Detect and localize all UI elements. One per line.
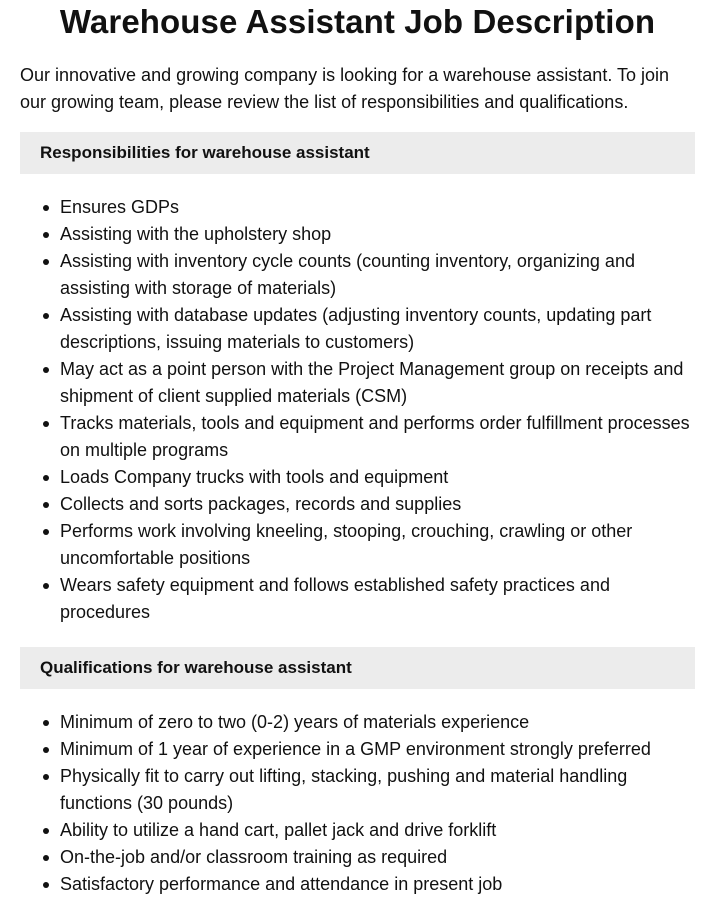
list-item: Ensures GDPs [60, 194, 695, 221]
list-item: Assisting with inventory cycle counts (counting inventory, organizing and assisting with storage of materials) [60, 248, 695, 302]
list-item: Performs work involving kneeling, stooping, crouching, crawling or other uncomfortable positions [60, 518, 695, 572]
list-item: Ability to utilize a hand cart, pallet jack and drive forklift [60, 817, 695, 844]
qualifications-heading: Qualifications for warehouse assistant [20, 647, 695, 689]
list-item: Collects and sorts packages, records and supplies [60, 491, 695, 518]
list-item: On-the-job and/or classroom training as required [60, 844, 695, 871]
list-item: Tracks materials, tools and equipment and performs order fulfillment processes on multiple programs [60, 410, 695, 464]
list-item: Physically fit to carry out lifting, stacking, pushing and material handling functions (30 pounds) [60, 763, 695, 817]
page-title: Warehouse Assistant Job Description [59, 3, 656, 40]
list-item: Assisting with the upholstery shop [60, 221, 695, 248]
list-item: Loads Company trucks with tools and equipment [60, 464, 695, 491]
list-item: May act as a point person with the Project Management group on receipts and shipment of client supplied materials (CSM) [60, 356, 695, 410]
list-item: Satisfactory performance and attendance in present job [60, 871, 695, 898]
list-item: Minimum of zero to two (0-2) years of materials experience [60, 709, 695, 736]
list-item: Minimum of 1 year of experience in a GMP environment strongly preferred [60, 736, 695, 763]
responsibilities-list [20, 194, 695, 626]
responsibilities-heading: Responsibilities for warehouse assistant [20, 132, 695, 174]
list-item: Wears safety equipment and follows established safety practices and procedures [60, 572, 695, 626]
list-item: Assisting with database updates (adjusting inventory counts, updating part descriptions, issuing materials to customers) [60, 302, 695, 356]
intro-paragraph: Our innovative and growing company is looking for a warehouse assistant. To join our growing team, please review the list of responsibilities and qualifications. [20, 65, 670, 112]
qualifications-list [20, 709, 695, 898]
